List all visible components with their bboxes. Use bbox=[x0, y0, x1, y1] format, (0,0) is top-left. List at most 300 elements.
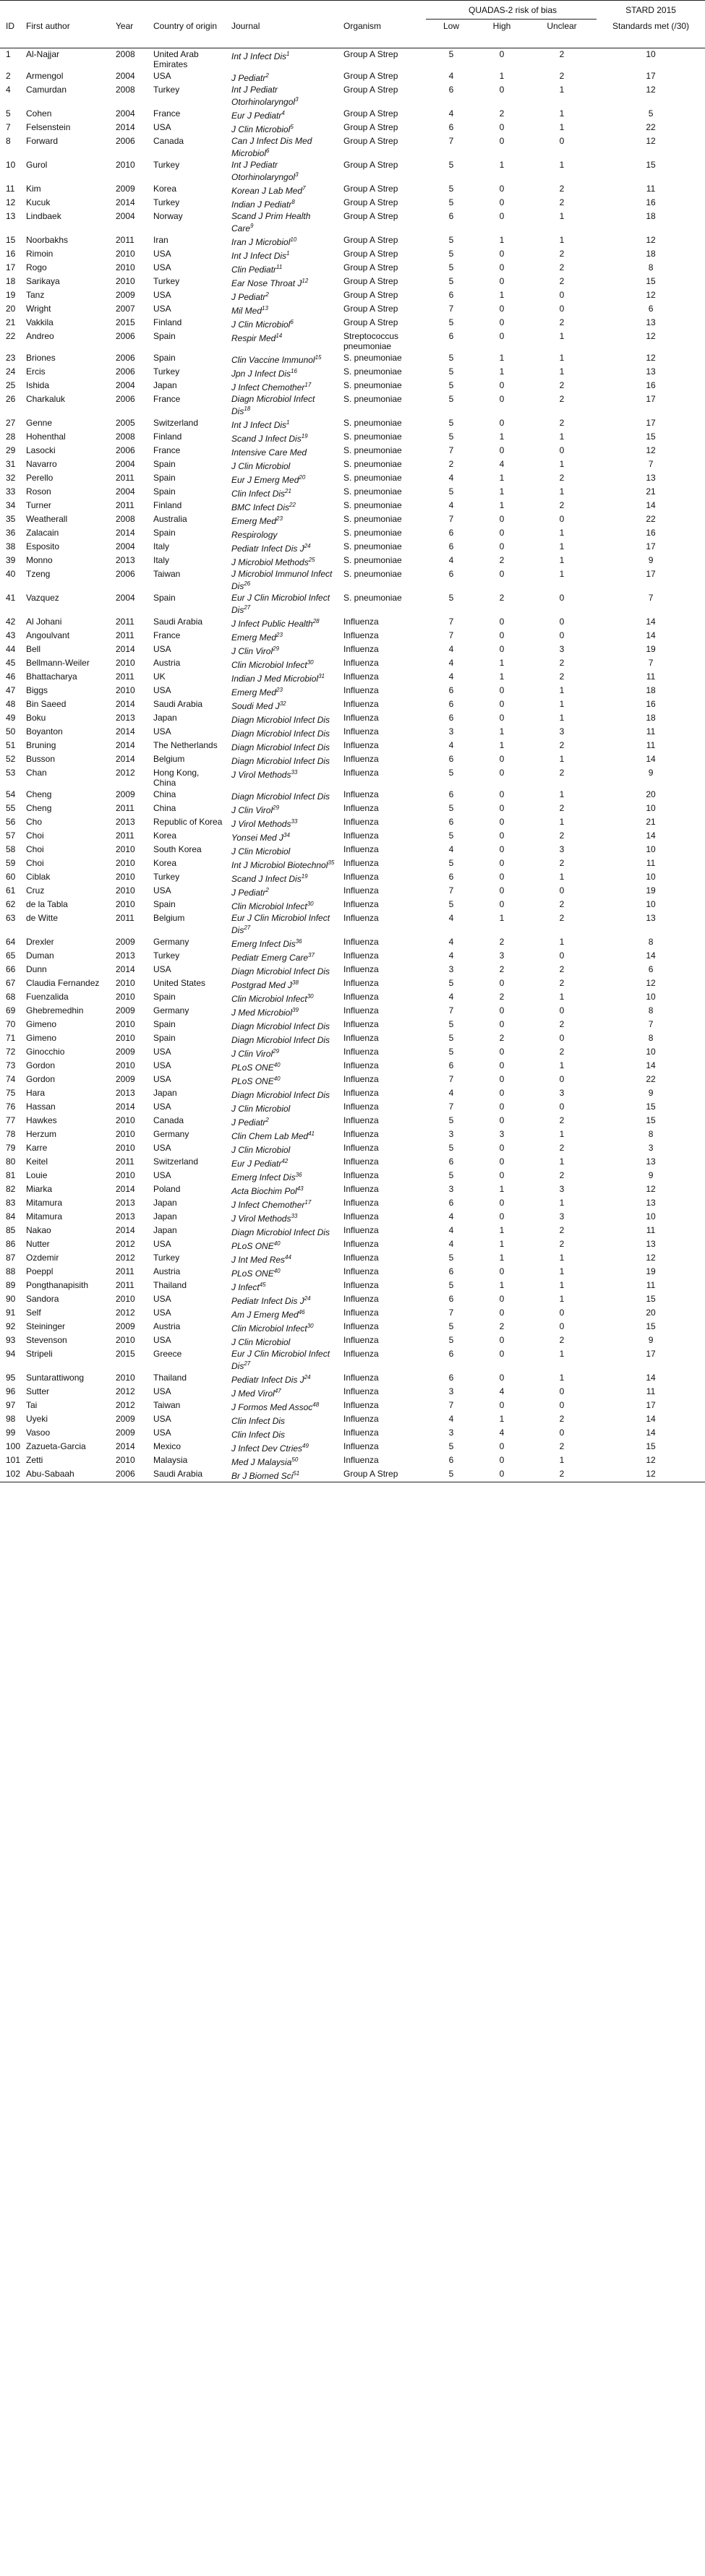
reference-superscript: 27 bbox=[244, 924, 251, 931]
table-row bbox=[0, 684, 705, 698]
journal-name: Clin Microbiol Infect bbox=[231, 901, 307, 911]
cell-year: 2010 bbox=[116, 1143, 135, 1153]
table-row bbox=[0, 991, 705, 1005]
cell-stard: 11 bbox=[646, 671, 656, 682]
col-country: Country of origin bbox=[148, 20, 226, 48]
cell-journal bbox=[226, 698, 338, 712]
cell-organism: Influenza bbox=[343, 1060, 379, 1070]
cell-year: 2015 bbox=[116, 317, 135, 327]
cell-id: 97 bbox=[6, 1400, 16, 1410]
cell-author: Cheng bbox=[26, 789, 52, 799]
cell-id: 85 bbox=[6, 1225, 16, 1235]
cell-organism: Influenza bbox=[343, 644, 379, 654]
cell-unclear: 1 bbox=[559, 108, 565, 119]
cell-journal bbox=[226, 317, 338, 330]
reference-superscript: 20 bbox=[299, 474, 306, 481]
cell-stard: 11 bbox=[646, 1386, 656, 1396]
cell-year: 2010 bbox=[116, 249, 135, 259]
cell-country: Austria bbox=[153, 1321, 181, 1331]
cell-unclear: 2 bbox=[559, 317, 565, 327]
cell-organism: Group A Strep bbox=[343, 290, 398, 300]
journal-name: BMC Infect Dis bbox=[231, 502, 290, 512]
cell-journal bbox=[226, 657, 338, 671]
cell-year: 2011 bbox=[116, 671, 134, 682]
cell-author: Esposito bbox=[26, 541, 60, 551]
cell-year: 2009 bbox=[116, 789, 135, 799]
cell-country: Malaysia bbox=[153, 1455, 188, 1465]
col-stard: Standards met (/30) bbox=[597, 20, 705, 48]
cell-journal bbox=[226, 458, 338, 472]
table-row bbox=[0, 1399, 705, 1413]
table-row bbox=[0, 936, 705, 950]
cell-high: 0 bbox=[499, 858, 505, 868]
reference-superscript: 2 bbox=[265, 72, 269, 79]
cell-low: 2 bbox=[448, 459, 454, 469]
journal-name: Clin Vaccine Immunol bbox=[231, 355, 315, 365]
cell-id: 52 bbox=[6, 754, 16, 764]
cell-country: Poland bbox=[153, 1184, 181, 1194]
table-row bbox=[0, 431, 705, 445]
reference-superscript: 2 bbox=[265, 887, 269, 893]
cell-country: Spain bbox=[153, 459, 176, 469]
col-first-author: First author bbox=[20, 20, 110, 48]
cell-author: Vakkila bbox=[26, 317, 54, 327]
cell-organism: Influenza bbox=[343, 1253, 379, 1263]
table-row bbox=[0, 1073, 705, 1087]
table-row bbox=[0, 1468, 705, 1482]
cell-id: 55 bbox=[6, 803, 16, 813]
reference-superscript: 31 bbox=[318, 673, 325, 679]
cell-stard: 17 bbox=[646, 1349, 656, 1359]
cell-stard: 11 bbox=[646, 726, 656, 737]
journal-name: J Clin Microbiol bbox=[231, 1104, 291, 1114]
cell-author: Choi bbox=[26, 844, 44, 854]
cell-country: USA bbox=[153, 726, 171, 737]
cell-country: USA bbox=[153, 122, 171, 132]
cell-stard: 14 bbox=[646, 754, 656, 764]
cell-journal bbox=[226, 1386, 338, 1399]
cell-unclear: 2 bbox=[559, 1335, 565, 1345]
cell-country: USA bbox=[153, 1047, 171, 1057]
cell-low: 6 bbox=[448, 1198, 454, 1208]
cell-year: 2011 bbox=[116, 235, 134, 245]
journal-name: Clin Microbiol Infect bbox=[231, 660, 307, 670]
table-row bbox=[0, 898, 705, 912]
cell-low: 5 bbox=[448, 899, 454, 909]
cell-country: Norway bbox=[153, 211, 183, 221]
cell-unclear: 2 bbox=[559, 803, 565, 813]
cell-high: 1 bbox=[499, 671, 505, 682]
cell-id: 38 bbox=[6, 541, 16, 551]
cell-journal bbox=[226, 248, 338, 262]
reference-superscript: 40 bbox=[273, 1240, 281, 1247]
cell-stard: 10 bbox=[646, 803, 656, 813]
cell-organism: Influenza bbox=[343, 1211, 379, 1222]
cell-organism: Influenza bbox=[343, 617, 379, 627]
cell-year: 2010 bbox=[116, 992, 135, 1002]
cell-country: Spain bbox=[153, 331, 176, 341]
cell-id: 31 bbox=[6, 459, 16, 469]
cell-country: Germany bbox=[153, 1005, 189, 1016]
cell-unclear: 0 bbox=[559, 593, 565, 603]
cell-id: 45 bbox=[6, 658, 16, 668]
cell-id: 36 bbox=[6, 528, 16, 538]
cell-year: 2014 bbox=[116, 1184, 135, 1194]
cell-high: 0 bbox=[499, 1102, 505, 1112]
cell-journal bbox=[226, 1211, 338, 1224]
cell-journal bbox=[226, 977, 338, 991]
cell-journal bbox=[226, 753, 338, 767]
reference-superscript: 29 bbox=[273, 1048, 280, 1055]
cell-country: Finland bbox=[153, 500, 182, 510]
cell-low: 7 bbox=[448, 617, 454, 627]
cell-journal bbox=[226, 1321, 338, 1334]
cell-author: Ishida bbox=[26, 380, 50, 390]
journal-name: Acta Biochim Pol bbox=[231, 1186, 297, 1196]
journal-name: Diagn Microbiol Infect Dis bbox=[231, 966, 330, 976]
cell-organism: Influenza bbox=[343, 1019, 379, 1029]
cell-low: 4 bbox=[448, 644, 454, 654]
cell-id: 81 bbox=[6, 1170, 16, 1180]
cell-journal bbox=[226, 1156, 338, 1169]
cell-year: 2009 bbox=[116, 290, 135, 300]
cell-low: 6 bbox=[448, 85, 454, 95]
cell-high: 0 bbox=[499, 418, 505, 428]
cell-year: 2004 bbox=[116, 459, 135, 469]
cell-id: 65 bbox=[6, 950, 16, 961]
cell-unclear: 1 bbox=[559, 1129, 565, 1139]
cell-low: 3 bbox=[448, 1129, 454, 1139]
cell-author: Nutter bbox=[26, 1239, 50, 1249]
table-row bbox=[0, 1238, 705, 1252]
cell-author: Al-Najjar bbox=[26, 49, 60, 59]
cell-high: 0 bbox=[499, 262, 505, 272]
cell-organism: Influenza bbox=[343, 1115, 379, 1125]
reference-superscript: 42 bbox=[281, 1158, 289, 1164]
journal-name: Diagn Microbiol Infect Dis bbox=[231, 756, 330, 766]
journal-name: J Clin Microbiol bbox=[231, 1337, 291, 1347]
journal-name: J Pediatr bbox=[231, 73, 266, 83]
cell-low: 5 bbox=[448, 184, 454, 194]
stard-header-line1: STARD 2015 bbox=[625, 5, 676, 15]
cell-organism: Influenza bbox=[343, 1455, 379, 1465]
cell-id: 83 bbox=[6, 1198, 16, 1208]
journal-name: Indian J Med Microbiol bbox=[231, 674, 319, 684]
cell-year: 2014 bbox=[116, 1102, 135, 1112]
cell-organism: Influenza bbox=[343, 913, 379, 923]
cell-id: 24 bbox=[6, 366, 16, 377]
cell-unclear: 0 bbox=[559, 950, 565, 961]
table-row bbox=[0, 1087, 705, 1101]
cell-stard: 14 bbox=[646, 1427, 656, 1438]
cell-high: 1 bbox=[499, 1253, 505, 1263]
cell-unclear: 3 bbox=[559, 1088, 565, 1098]
cell-country: Switzerland bbox=[153, 1156, 199, 1167]
table-row bbox=[0, 366, 705, 379]
cell-organism: Influenza bbox=[343, 726, 379, 737]
cell-author: Vasoo bbox=[26, 1427, 51, 1438]
cell-organism: Group A Strep bbox=[343, 1469, 398, 1479]
cell-unclear: 1 bbox=[559, 1455, 565, 1465]
cell-journal bbox=[226, 393, 338, 417]
reference-superscript: 11 bbox=[276, 264, 283, 270]
journal-name: J Pediatr bbox=[231, 888, 266, 898]
cell-unclear: 1 bbox=[559, 713, 565, 723]
cell-stard: 19 bbox=[646, 885, 656, 896]
cell-low: 6 bbox=[448, 1156, 454, 1167]
cell-journal bbox=[226, 275, 338, 289]
table-row bbox=[0, 159, 705, 183]
reference-superscript: 19 bbox=[301, 433, 308, 439]
cell-year: 2011 bbox=[116, 803, 134, 813]
cell-country: Republic of Korea bbox=[153, 817, 223, 827]
table-row bbox=[0, 262, 705, 275]
cell-high: 1 bbox=[499, 740, 505, 750]
journal-name: Can J Infect Dis Med Microbiol bbox=[231, 136, 312, 158]
cell-id: 33 bbox=[6, 486, 16, 497]
cell-journal bbox=[226, 1046, 338, 1060]
cell-unclear: 0 bbox=[559, 290, 565, 300]
cell-high: 0 bbox=[499, 184, 505, 194]
cell-unclear: 1 bbox=[559, 1349, 565, 1359]
cell-journal bbox=[226, 789, 338, 802]
cell-year: 2010 bbox=[116, 978, 135, 988]
cell-author: Mitamura bbox=[26, 1198, 63, 1208]
table-row bbox=[0, 1252, 705, 1266]
cell-unclear: 0 bbox=[559, 630, 565, 640]
cell-journal bbox=[226, 527, 338, 541]
cell-year: 2010 bbox=[116, 858, 135, 868]
cell-journal bbox=[226, 1427, 338, 1441]
reference-superscript: 18 bbox=[244, 405, 251, 412]
cell-year: 2012 bbox=[116, 1386, 135, 1396]
cell-high: 0 bbox=[499, 136, 505, 146]
table-row bbox=[0, 458, 705, 472]
cell-country: Spain bbox=[153, 528, 176, 538]
cell-year: 2006 bbox=[116, 394, 135, 404]
journal-name: J Med Virol bbox=[231, 1388, 275, 1399]
cell-unclear: 1 bbox=[559, 160, 565, 170]
reference-superscript: 50 bbox=[291, 1456, 299, 1463]
cell-author: Cohen bbox=[26, 108, 52, 119]
cell-year: 2004 bbox=[116, 211, 135, 221]
journal-name: Diagn Microbiol Infect Dis bbox=[231, 715, 330, 725]
reference-superscript: 12 bbox=[302, 278, 309, 284]
cell-id: 102 bbox=[6, 1469, 21, 1479]
cell-stard: 12 bbox=[646, 1455, 656, 1465]
cell-year: 2009 bbox=[116, 937, 135, 947]
cell-high: 0 bbox=[499, 1373, 505, 1383]
reference-superscript: 6 bbox=[290, 319, 294, 325]
cell-year: 2014 bbox=[116, 699, 135, 709]
table-row bbox=[0, 912, 705, 936]
cell-stard: 15 bbox=[646, 1102, 656, 1112]
reference-superscript: 45 bbox=[259, 1281, 266, 1288]
cell-stard: 10 bbox=[646, 899, 656, 909]
cell-organism: Group A Strep bbox=[343, 85, 398, 95]
journal-name: Clin Infect Dis bbox=[231, 489, 286, 499]
cell-journal bbox=[226, 499, 338, 513]
cell-author: Sutter bbox=[26, 1386, 50, 1396]
cell-organism: Influenza bbox=[343, 1005, 379, 1016]
cell-unclear: 2 bbox=[559, 830, 565, 841]
cell-year: 2010 bbox=[116, 160, 135, 170]
cell-organism: Influenza bbox=[343, 1349, 379, 1359]
cell-country: Greece bbox=[153, 1349, 182, 1359]
cell-low: 4 bbox=[448, 658, 454, 668]
cell-high: 0 bbox=[499, 445, 505, 455]
cell-stard: 22 bbox=[646, 1074, 656, 1084]
cell-unclear: 2 bbox=[559, 658, 565, 668]
cell-id: 75 bbox=[6, 1088, 16, 1098]
cell-stard: 9 bbox=[648, 555, 654, 565]
journal-name: Clin Microbiol Infect bbox=[231, 1323, 307, 1334]
cell-organism: S. pneumoniae bbox=[343, 486, 402, 497]
cell-author: Bellmann-Weiler bbox=[26, 658, 90, 668]
cell-id: 7 bbox=[6, 122, 11, 132]
table-row bbox=[0, 527, 705, 541]
journal-name: Eur J Emerg Med bbox=[231, 475, 299, 485]
journal-name: J Pediatr bbox=[231, 1117, 266, 1128]
cell-country: The Netherlands bbox=[153, 740, 218, 750]
cell-year: 2009 bbox=[116, 1005, 135, 1016]
cell-organism: Group A Strep bbox=[343, 262, 398, 272]
table-row bbox=[0, 48, 705, 71]
journal-name: Pediatr Infect Dis J bbox=[231, 1296, 304, 1306]
table-row bbox=[0, 592, 705, 616]
cell-organism: Influenza bbox=[343, 713, 379, 723]
journal-name: Int J Pediatr Otorhinolaryngol bbox=[231, 85, 296, 107]
cell-high: 0 bbox=[499, 713, 505, 723]
reference-superscript: 3 bbox=[295, 96, 299, 103]
cell-author: Ghebremedhin bbox=[26, 1005, 84, 1016]
reference-superscript: 17 bbox=[304, 1199, 312, 1206]
cell-low: 6 bbox=[448, 817, 454, 827]
cell-stard: 5 bbox=[648, 108, 654, 119]
journal-name: J Clin Virol bbox=[231, 1049, 273, 1059]
journal-name: Pediatr Emerg Care bbox=[231, 953, 309, 963]
cell-high: 0 bbox=[499, 197, 505, 207]
cell-author: Keitel bbox=[26, 1156, 48, 1167]
cell-unclear: 2 bbox=[559, 913, 565, 923]
cell-stard: 10 bbox=[646, 844, 656, 854]
journal-name: J Clin Virol bbox=[231, 805, 273, 815]
journal-name: Emerg Infect Dis bbox=[231, 939, 296, 949]
cell-author: Bhattacharya bbox=[26, 671, 77, 682]
cell-stard: 13 bbox=[646, 913, 656, 923]
cell-author: Lindbaek bbox=[26, 211, 61, 221]
cell-journal bbox=[226, 1183, 338, 1197]
cell-organism: Influenza bbox=[343, 1321, 379, 1331]
cell-high: 0 bbox=[499, 630, 505, 640]
table-row bbox=[0, 135, 705, 159]
cell-year: 2014 bbox=[116, 122, 135, 132]
cell-journal bbox=[226, 616, 338, 630]
cell-low: 6 bbox=[448, 1266, 454, 1276]
table-row bbox=[0, 1156, 705, 1169]
cell-stard: 9 bbox=[648, 1170, 654, 1180]
cell-author: Al Johani bbox=[26, 617, 62, 627]
cell-country: Japan bbox=[153, 380, 177, 390]
cell-low: 4 bbox=[448, 1239, 454, 1249]
cell-unclear: 2 bbox=[559, 1414, 565, 1424]
cell-year: 2011 bbox=[116, 630, 134, 640]
cell-year: 2014 bbox=[116, 1225, 135, 1235]
table-row bbox=[0, 1454, 705, 1468]
cell-stard: 18 bbox=[646, 713, 656, 723]
cell-year: 2013 bbox=[116, 555, 135, 565]
reference-superscript: 30 bbox=[307, 659, 314, 666]
cell-journal bbox=[226, 70, 338, 84]
cell-unclear: 0 bbox=[559, 617, 565, 627]
cell-unclear: 1 bbox=[559, 1373, 565, 1383]
cell-stard: 9 bbox=[648, 768, 654, 778]
cell-author: Claudia Fernandez bbox=[26, 978, 100, 988]
cell-country: USA bbox=[153, 1335, 171, 1345]
reference-superscript: 40 bbox=[273, 1062, 281, 1068]
reference-superscript: 7 bbox=[302, 185, 306, 192]
cell-id: 27 bbox=[6, 418, 16, 428]
table-row bbox=[0, 1279, 705, 1293]
reference-superscript: 22 bbox=[289, 502, 296, 508]
cell-unclear: 2 bbox=[559, 1143, 565, 1153]
cell-author: Tai bbox=[26, 1400, 38, 1410]
cell-id: 26 bbox=[6, 394, 16, 404]
cell-low: 4 bbox=[448, 1414, 454, 1424]
cell-organism: Influenza bbox=[343, 630, 379, 640]
cell-organism: Influenza bbox=[343, 1129, 379, 1139]
cell-author: Abu-Sabaah bbox=[26, 1469, 74, 1479]
cell-stard: 16 bbox=[646, 197, 656, 207]
cell-year: 2009 bbox=[116, 184, 135, 194]
cell-journal bbox=[226, 1018, 338, 1032]
journal-name: Respirology bbox=[231, 530, 278, 540]
cell-year: 2004 bbox=[116, 108, 135, 119]
cell-stard: 18 bbox=[646, 249, 656, 259]
cell-country: Saudi Arabia bbox=[153, 1469, 203, 1479]
cell-low: 3 bbox=[448, 1386, 454, 1396]
cell-stard: 17 bbox=[646, 394, 656, 404]
cell-country: China bbox=[153, 789, 176, 799]
cell-unclear: 1 bbox=[559, 85, 565, 95]
cell-stard: 11 bbox=[646, 1225, 656, 1235]
cell-journal bbox=[226, 1441, 338, 1454]
cell-low: 5 bbox=[448, 276, 454, 286]
cell-stard: 12 bbox=[646, 290, 656, 300]
cell-high: 0 bbox=[499, 249, 505, 259]
cell-country: France bbox=[153, 108, 181, 119]
table-row bbox=[0, 1046, 705, 1060]
cell-year: 2010 bbox=[116, 1129, 135, 1139]
cell-organism: Influenza bbox=[343, 1198, 379, 1208]
cell-journal bbox=[226, 417, 338, 431]
cell-year: 2006 bbox=[116, 353, 135, 363]
cell-country: USA bbox=[153, 290, 171, 300]
table-row bbox=[0, 234, 705, 248]
cell-journal bbox=[226, 843, 338, 857]
cell-year: 2007 bbox=[116, 304, 135, 314]
cell-unclear: 2 bbox=[559, 1469, 565, 1479]
cell-id: 57 bbox=[6, 830, 16, 841]
table-row bbox=[0, 1321, 705, 1334]
cell-country: USA bbox=[153, 1060, 171, 1070]
cell-organism: S. pneumoniae bbox=[343, 459, 402, 469]
cell-id: 80 bbox=[6, 1156, 16, 1167]
cell-journal bbox=[226, 234, 338, 248]
cell-year: 2014 bbox=[116, 754, 135, 764]
cell-organism: Influenza bbox=[343, 803, 379, 813]
cell-id: 71 bbox=[6, 1033, 16, 1043]
